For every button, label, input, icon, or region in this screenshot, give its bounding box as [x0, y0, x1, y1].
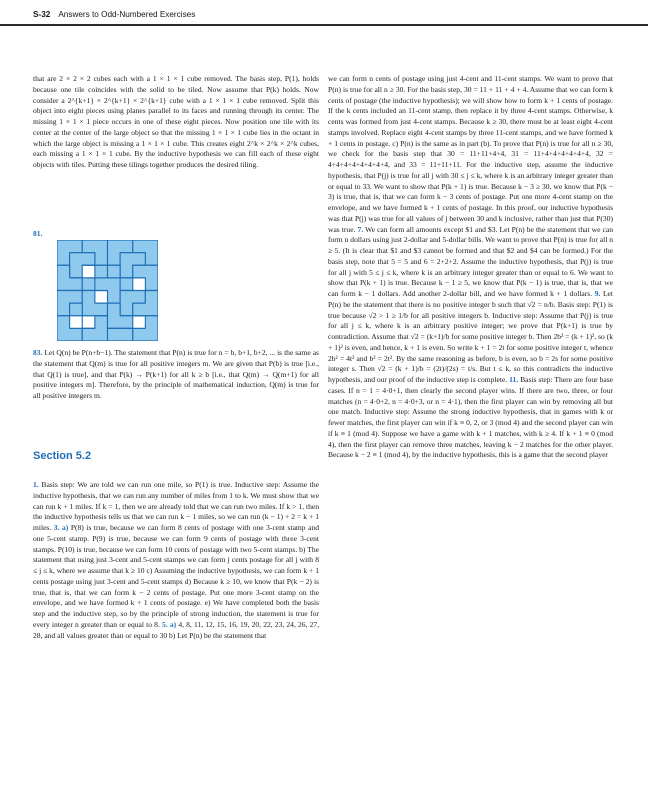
answer-7-label: 7. [357, 224, 364, 234]
triomino-tile [133, 316, 158, 341]
triomino-tile [82, 291, 107, 316]
triomino-tile [57, 316, 82, 341]
answer-81-label: 81. [33, 229, 43, 238]
header-rule [0, 24, 648, 26]
triomino-tile [95, 278, 120, 303]
section-heading: Section 5.2 [33, 450, 92, 462]
answer-5-continued: we can form n cents of postage using just 4-cent and 11-cent stamps. We want to prove that P(n) is true for all n ≥ 30. For the basis step, 30 = 11 + 11 + 4 + 4. Assume that we can form k cents of postage (the inductive hypothesis); we will show how to form k + 1 cents of postage. If the k cents included an 11-cent stamp, then replace it by three 4-cent stamps. Otherwise, k cents was formed from just 4-cent stamps. Because k ≥ 30, there must be at least eight 4-cent stamps involved. Replace eight 4-cent stamps by three 11-cent stamps, and we have formed k + 1 cents in postage. c) P(n) is the same as in part (b). To prove that P(n) is true for all n ≥ 30, we check for the basis step that 30 = 11+11+4+4, 31 = 11+4+4+4+4+4+4, 32 = 4+4+4+4+4+4+4+4, and 33 = 11+11+11. For the inductive step, assume the inductive hypothesis, that P(j) is true for all j with 30 ≤ j ≤ k, where k is an arbitrary integer greater than or equal to 33. We want to show that P(k + 1) is true. Because k − 3 ≥ 30, we know that P(k − 3) is true, that is, that we can form k − 3 cents of postage. Put one more 4-cent stamp on the envelope, and we have formed k + 1 cents of postage. In this proof, our inductive hypothesis was that P(j) was true for all values of j between 30 and k inclusive, rather than just that P(30) was true. [328, 74, 613, 234]
triomino-tile [133, 265, 158, 290]
answer-83-label: 83. [33, 348, 43, 357]
answer-83-text: Let Q(n) be P(n+b−1). The statement that P(n) is true for n = b, b+1, b+2, ... is the same as the statement that Q(m) is true for all positive integers m. We are given that P(b) is true [i.e., that Q(1) is true], and that P(k) → P(k+1) for all k ≥ b [i.e., that Q(m) → Q(m+1) for all positive integers m]. Therefore, by the principle of mathematical induction, Q(m) is true for all positive integers m. [33, 348, 319, 400]
answer-9-text: Let P(n) be the statement that there is no positive integer b such that √2 = n/b. Basis step: P(1) is true because √2 > 1 ≥ 1/b for all positive integers b. Inductive step: Assume that P(j) is true for all j ≤ k, where k is an arbitrary positive integer; we prove that P(k+1) is true by contradiction. Assume that √2 = (k+1)/b for some positive integer b. Then 2b² = (k + 1)², so (k + 1)² is even, and hence, k + 1 is even. So write k + 1 = 2t for some positive integer t, whence 2b² = 4t² and b² = 2t². By the same reasoning as before, b is even, so b = 2s for some positive integer s. Then √2 = (k + 1)/b = (2t)/(2s) = t/s. But t ≤ k, so this contradicts the inductive hypothesis, and our proof of the inductive step is complete. [328, 289, 613, 384]
answer-3-label: 3. a) [53, 523, 69, 532]
answer-11-label: 11. [509, 375, 519, 384]
running-header [33, 10, 195, 19]
answer-11-text: Basis step: There are four base cases. If n = 1 = 4·0+1, then clearly the second player wins. If there are two, three, or four matches (n = 4·0+2, n = 4·0+3, or n = 4·1), then the first player can win by removing all but one match. Inductive step: Assume the strong inductive hypothesis, that in games with k or fewer matches, the first player can win if k ≡ 0, 2, or 3 (mod 4) and the second player can win if k ≡ 1 (mod 4). Suppose we have a game with k + 1 matches, with k ≥ 4. If k + 1 ≡ 0 (mod 4), then the first player can remove three matches, leaving k − 2 matches for the other player. Because k − 2 ≡ 1 (mod 4), by the inductive hypothesis, this is a game that the second player [328, 375, 613, 460]
triomino-tile [82, 316, 107, 341]
left-column-top [33, 74, 319, 171]
answer-83 [33, 348, 319, 402]
right-column [328, 74, 613, 461]
page-number: S-32 [33, 10, 51, 19]
answer-1-label: 1. [33, 480, 39, 489]
answer-9-label: 9. [594, 289, 601, 298]
answer-3-text: P(8) is true, because we can form 8 cents of postage with one 3-cent stamp and one 5-cent stamp. P(9) is true, because we can form 9 cents of postage with three 3-cent stamps. P(10) is true, because we can form 10 cents of postage with two 5-cent stamps. b) The statement that using just 3-cent and 5-cent stamps we can form j cents postage for all j with 8 ≤ j ≤ k, where we assume that k ≥ 10 c) Assuming the inductive hypothesis, we can form k + 1 cents postage using just 3-cent and 5-cent stamps d) Because k ≥ 10, we know that P(k − 2) is true, that is, that we can form k − 2 cents of postage. Put one more 3-cent stamp on the envelope, and we have formed k + 1 cents of postage. e) We have completed both the basis step and the inductive step, so by the principle of strong induction, the statement is true for every integer n greater than or equal to 8. [33, 523, 320, 629]
answer-7-text: We can form all amounts except $1 and $3. Let P(n) be the statement that we can form n dollars using just 2-dollar and 5-dollar bills. We want to prove that P(n) is true for all n ≥ 5. (It is clear that $1 and $3 cannot be formed and that $2 and $4 can be formed.) For the basis step, note that 5 = 5 and 6 = 2+2+2. Assume the inductive hypothesis, that P(j) is true for all j with 5 ≤ j ≤ k, where k is an arbitrary integer greater than or equal to 6. We want to show that P(k + 1) is true. Because k − 1 ≥ 5, we know that P(k − 1) is true, that is, that we can form k − 1 dollars. Add another 2-dollar bill, and we have formed k + 1 dollars. [328, 224, 613, 298]
answer-5-text: 4, 8, 11, 12, 15, 16, 19, 20, 22, 23, 24, 26, 27, 28, and all values greater than or equal to 30 b) Let P(n) be the statement that [33, 619, 320, 640]
triomino-tile [108, 328, 133, 341]
left-column-bottom [33, 480, 319, 641]
running-title: Answers to Odd-Numbered Exercises [58, 10, 196, 19]
answer-5-label: 5. a) [162, 619, 177, 629]
answer-1-text: Basis step: We are told we can run one mile, so P(1) is true. Inductive step: Assume the inductive hypothesis, that we can run any number of miles from 1 to k. We must show that we can run k + 1 miles. If k = 1, then we are already told that we can run two miles. If k > 1, then the inductive hypothesis tells us that we can run k − 1 miles, so we can run (k − 1) + 2 = k + 1 miles. [33, 480, 319, 532]
paragraph-cube-tiling: that are 2 × 2 × 2 cubes each with a 1 × 1 × 1 cube removed. The basis step, P(1), holds because one tile coincides with the solid to be tiled. Now assume that P(k) holds. Now consider a 2^{k+1} × 2^{k+1} × 2^{k+1} cube with a 1 × 1 × 1 cube removed. Split this object into eight pieces using planes parallel to its faces and running through its center. The missing 1 × 1 × 1 piece occurs in one of these eight pieces. Now position one tile with its center at the center of the large object so that the missing 1 × 1 × 1 cube lies in the octant in which the large object is missing a 1 × 1 × 1 cube. This creates eight 2^k × 2^k × 2^k cubes, each missing a 1 × 1 × 1 cube. By the inductive hypothesis we can fill each of these eight objects with tiles. Putting these tilings together produces the desired tiling. [33, 74, 319, 169]
triomino-tiling-figure [57, 240, 158, 341]
